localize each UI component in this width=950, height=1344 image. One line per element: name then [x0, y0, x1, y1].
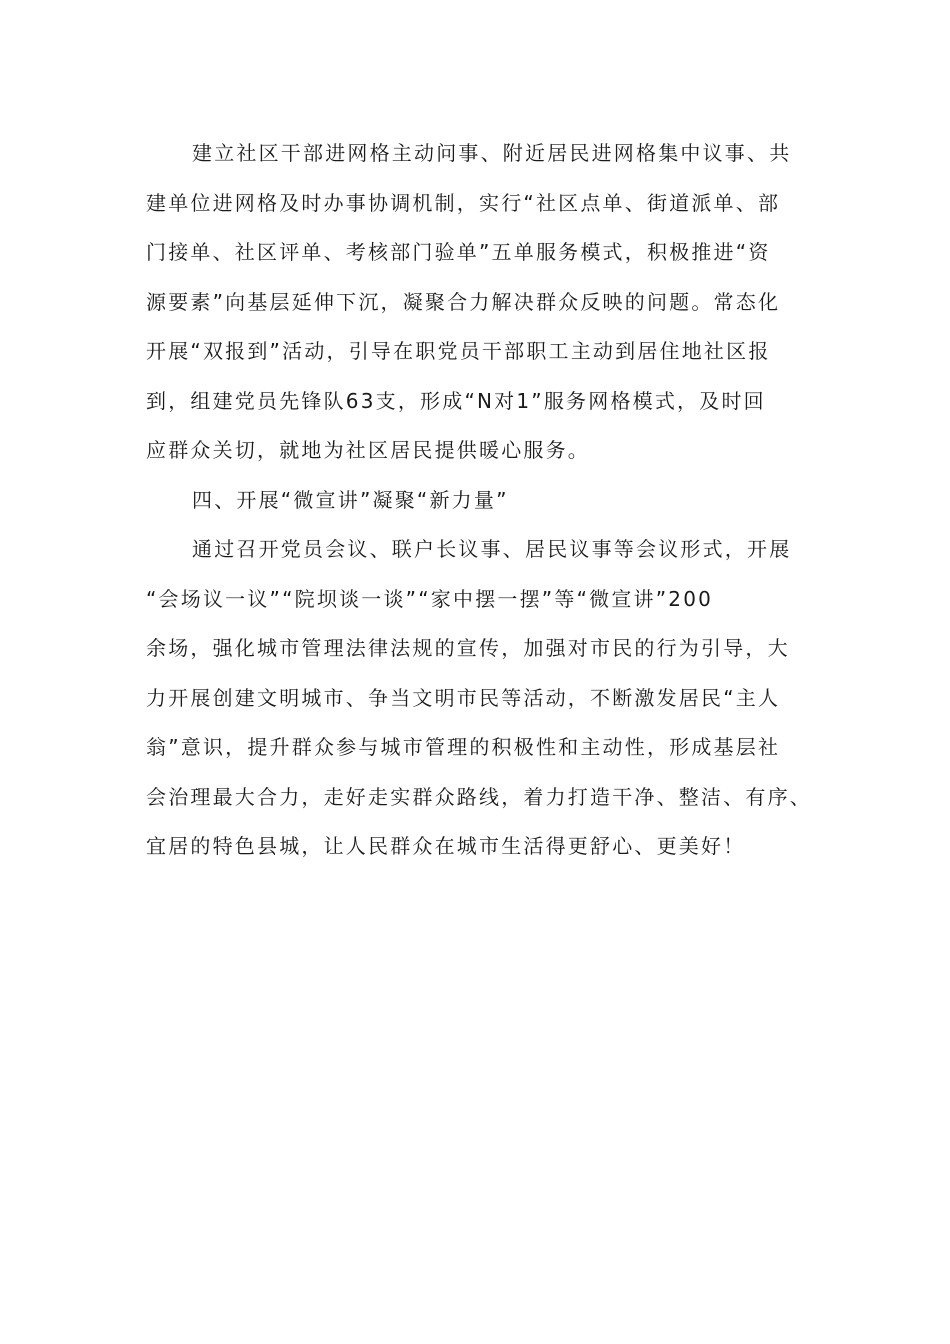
- paragraph-line: 应群众关切，就地为社区居民提供暖心服务。: [146, 438, 590, 462]
- paragraph-line: 通过召开党员会议、联户长议事、居民议事等会议形式，开展: [192, 537, 792, 561]
- paragraph-line: 翁”意识，提升群众参与城市管理的积极性和主动性，形成基层社: [146, 735, 781, 759]
- paragraph-line: 开展“双报到”活动，引导在职党员干部职工主动到居住地社区报: [146, 339, 771, 363]
- paragraph-line: 源要素”向基层延伸下沉，凝聚合力解决群众反映的问题。常态化: [146, 289, 781, 314]
- paragraph-line: 宜居的特色县城，让人民群众在城市生活得更舒心、更美好！: [146, 834, 746, 858]
- paragraph-line: 建立社区干部进网格主动问事、附近居民进网格集中议事、共: [192, 141, 792, 165]
- paragraph-network-mechanism: [146, 129, 822, 476]
- section-heading: [146, 476, 822, 526]
- paragraph-line: 力开展创建文明城市、争当文明市民等活动，不断激发居民“主人: [146, 685, 781, 710]
- paragraph-line: 余场，强化城市管理法律法规的宣传，加强对市民的行为引导，大: [146, 636, 790, 660]
- paragraph-line: “会场议一议”“院坝谈一谈”“家中摆一摆”等“微宣讲”200: [146, 586, 714, 611]
- paragraph-line: 到，组建党员先锋队63支，形成“N对1”服务网格模式，及时回: [146, 388, 766, 413]
- section-heading-text: 四、开展“微宣讲”凝聚“新力量”: [192, 487, 509, 512]
- paragraph-line: 门接单、社区评单、考核部门验单”五单服务模式，积极推进“资: [146, 240, 771, 264]
- document-body: [146, 129, 822, 872]
- paragraph-line: 建单位进网格及时办事协调机制，实行“社区点单、街道派单、部: [146, 190, 781, 215]
- paragraph-line: 会治理最大合力，走好走实群众路线，着力打造干净、整洁、有序、: [146, 784, 812, 809]
- paragraph-micro-lecture: [146, 525, 822, 872]
